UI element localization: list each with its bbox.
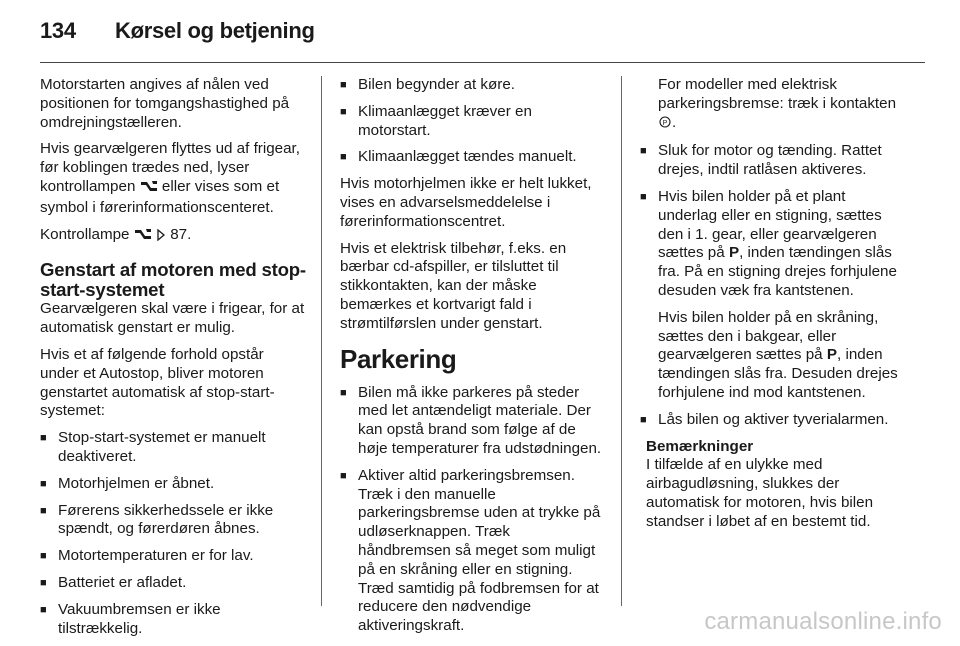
list-item: ■ Motorhjelmen er åbnet. — [40, 475, 306, 494]
paragraph: For modeller med elektrisk parkeringsbremse: træk i kontakten P . — [640, 76, 906, 134]
svg-text:P: P — [662, 119, 668, 127]
list-item: ■ Sluk for motor og tænding. Rattet drejes, indtil ratlåsen aktiveres. — [640, 142, 906, 180]
paragraph: Gearvælgeren skal være i frigear, for at automatisk genstart er mulig. — [40, 300, 305, 337]
watermark: carmanualsonline.info — [704, 608, 942, 635]
section-heading: Parkering — [340, 343, 457, 374]
bullet-list — [340, 384, 606, 636]
gearshift-lamp-icon — [140, 179, 158, 199]
page-title: Kørsel og betjening — [115, 18, 315, 43]
column-3 — [640, 76, 906, 540]
list-item: ■ Vakuumbremsen er ikke tilstrækkelig. — [40, 601, 306, 639]
page-ref-icon — [156, 228, 166, 247]
note-title: Bemærkninger — [646, 437, 754, 455]
page-header — [40, 18, 925, 60]
column-2 — [340, 76, 606, 644]
list-item: ■ Stop-start-systemet er manuelt deaktiveret. — [40, 429, 306, 467]
column-1 — [40, 76, 306, 646]
parking-brake-switch-icon — [658, 115, 672, 135]
column-divider-1 — [321, 76, 322, 606]
column-divider-2 — [621, 76, 622, 606]
bullet-list — [640, 142, 906, 429]
gear-label: P — [728, 244, 740, 262]
list-item: ■ Klimaanlægget tændes manuelt. — [340, 148, 606, 167]
note-text: I tilfælde af en ulykke med airbagudløsning, slukkes der automatisk for motoren, hvis bilen standser i løbet af en bestemt tid. — [646, 456, 874, 530]
list-item: ■ Batteriet er afladet. — [40, 574, 306, 593]
list-item: ■ Bilen begynder at køre. — [340, 76, 606, 95]
note-block — [640, 438, 906, 532]
list-item: ■ Motortemperaturen er for lav. — [40, 547, 306, 566]
gear-label: P — [826, 346, 837, 364]
paragraph: Kontrollampe 87. — [40, 226, 306, 247]
section-heading: Genstart af motoren med stop-start-systemet — [40, 259, 306, 301]
list-item: ■ Aktiver altid parkeringsbremsen. Træk i den manuelle parkeringsbremse uden at trykke på udløserknappen. Træk håndbremsen så meget som muligt på en skråning eller en stigning. Træd samtidig på fodbremsen for at reducere den nødvendige aktiveringskraft. — [340, 467, 606, 636]
paragraph: Motorstarten angives af nålen ved positionen for tomgangshastighed på omdrejningstælleren. — [40, 76, 290, 131]
paragraph: Hvis et af følgende forhold opstår under et Autostop, bliver motoren genstartet automatisk af stop-start-systemet: — [40, 345, 275, 420]
list-item-paragraph: Hvis bilen holder på en skråning, sættes den i bakgear, eller gearvælgeren sættes på P, inden tændingen slås fra. Desuden drejes forhjulene ind mod kantstenen. — [658, 308, 898, 401]
header-divider — [40, 62, 925, 63]
gearshift-lamp-icon — [134, 227, 152, 247]
list-item: ■ Førerens sikkerhedssele er ikke spændt, og førerdøren åbnes. — [40, 502, 306, 540]
paragraph: Hvis et elektrisk tilbehør, f.eks. en bærbar cd-afspiller, er tilsluttet til stikkontakten, kan der måske bemærkes et kortvarigt fald i strømtilførslen under genstart. — [340, 239, 567, 332]
list-item: ■ Hvis bilen holder på et plant underlag eller en stigning, sættes den i 1. gear, eller gearvælgeren sættes på P, inden tændingen slås fra. På en stigning drejes forhjulene desuden væk fra kantstenen. Hvis bilen holder på en skråning, sættes den i bakgear, eller gearvælgeren sættes på P, inden tændingen slås fra. Desuden drejes forhjulene ind mod kantstenen. — [640, 188, 906, 403]
list-item: ■ Klimaanlægget kræver en motorstart. — [340, 103, 606, 141]
bullet-list — [340, 76, 606, 167]
page-number: 134 — [40, 18, 76, 43]
bullet-list — [40, 429, 306, 638]
list-item: ■ Lås bilen og aktiver tyverialarmen. — [640, 411, 906, 430]
paragraph: Hvis gearvælgeren flyttes ud af frigear, før koblingen trædes ned, lyser kontrollampen eller vises som et symbol i førerinformationscenteret. — [40, 140, 300, 216]
paragraph: Hvis motorhjelmen ikke er helt lukket, vises en advarselsmeddelelse i førerinformationscentret. — [340, 175, 592, 230]
page-reference-link[interactable]: 87. — [170, 225, 192, 243]
list-item: ■ Bilen må ikke parkeres på steder med let antændeligt materiale. Der kan opstå brand som følge af de høje temperaturer fra udstødningen. — [340, 384, 606, 459]
